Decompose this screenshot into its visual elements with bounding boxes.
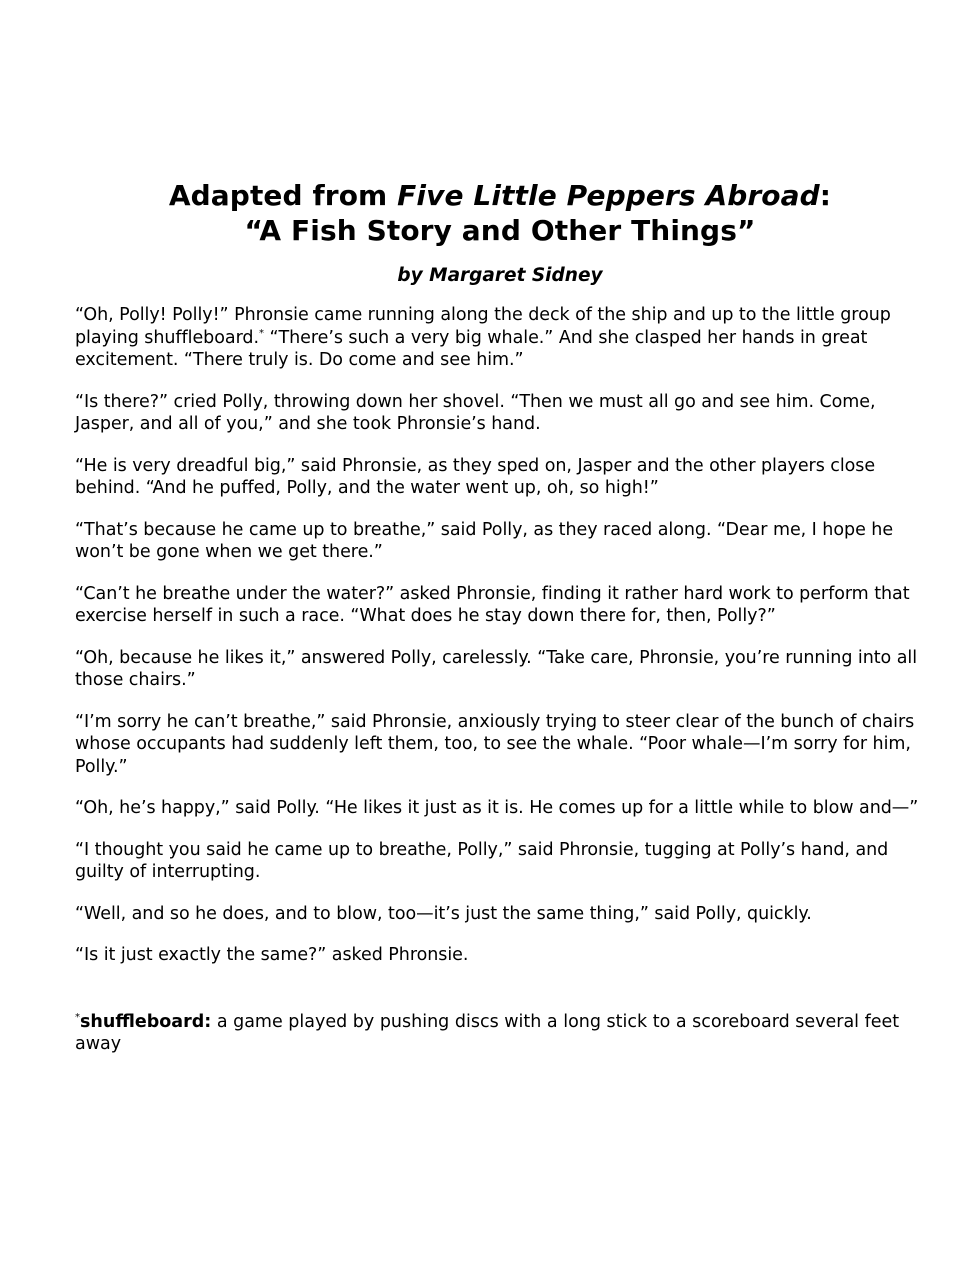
story-paragraph: “He is very dreadful big,” said Phronsie, as they sped on, Jasper and the other players close behind. “And he puffed, Polly, and the water went up, oh, so high!”: [75, 455, 876, 498]
title-prefix: Adapted from: [168, 179, 398, 212]
footnote-reference-mark: *: [258, 327, 264, 339]
footnote-term: shuffleboard:: [80, 1011, 212, 1032]
footnote-mark: *: [75, 1011, 80, 1023]
story-paragraph: [75, 304, 925, 372]
footnote-definition: a game played by pushing discs with a long stick to a scoreboard several feet away: [75, 1011, 900, 1054]
story-paragraph: “Well, and so he does, and to blow, too—it’s just the same thing,” said Polly, quickly.: [75, 903, 812, 924]
story-paragraph: “Oh, he’s happy,” said Polly. “He likes it just as it is. He comes up for a little while to blow and—”: [75, 798, 919, 818]
document-title: [75, 178, 925, 248]
author-byline: by Margaret Sidney: [397, 265, 603, 286]
footnote: [75, 1011, 925, 1056]
book-title: Five Little Peppers Abroad: [397, 179, 820, 212]
paragraph-text-end: “There’s such a very big whale.” And she clasped her hands in great excitement. “There truly is. Do come and see him.”: [75, 327, 868, 370]
story-paragraph: “Is it just exactly the same?” asked Phronsie.: [75, 945, 469, 965]
story-paragraph: “Oh, because he likes it,” answered Polly, carelessly. “Take care, Phronsie, you’re running into all those chairs.”: [75, 647, 918, 690]
title-colon: :: [819, 179, 832, 212]
title-line-2: “A Fish Story and Other Things”: [244, 214, 756, 247]
story-paragraph: “Can’t he breathe under the water?” asked Phronsie, finding it rather hard work to perform that exercise herself in such a race. “What does he stay down there for, then, Polly?”: [75, 583, 910, 626]
title-line-1: [75, 178, 925, 213]
story-paragraph: “Is there?” cried Polly, throwing down her shovel. “Then we must all go and see him. Come, Jasper, and all of you,” and she took Phronsie’s hand.: [75, 391, 876, 434]
document-page: [75, 178, 925, 1056]
story-paragraph: “I’m sorry he can’t breathe,” said Phronsie, anxiously trying to steer clear of the bunch of chairs whose occupants had suddenly left them, too, to see the whale. “Poor whale—I’m sorry for him, Polly.”: [75, 711, 915, 777]
story-paragraph: “I thought you said he came up to breathe, Polly,” said Phronsie, tugging at Polly’s hand, and guilty of interrupting.: [75, 839, 889, 882]
paragraph-text-start: “Oh, Polly! Polly!” Phronsie came running along the deck of the ship and up to the little group playing shuffleboard.: [75, 305, 891, 348]
story-body: [75, 304, 925, 967]
story-paragraph: “That’s because he came up to breathe,” said Polly, as they raced along. “Dear me, I hope he won’t be gone when we get there.”: [75, 519, 894, 562]
